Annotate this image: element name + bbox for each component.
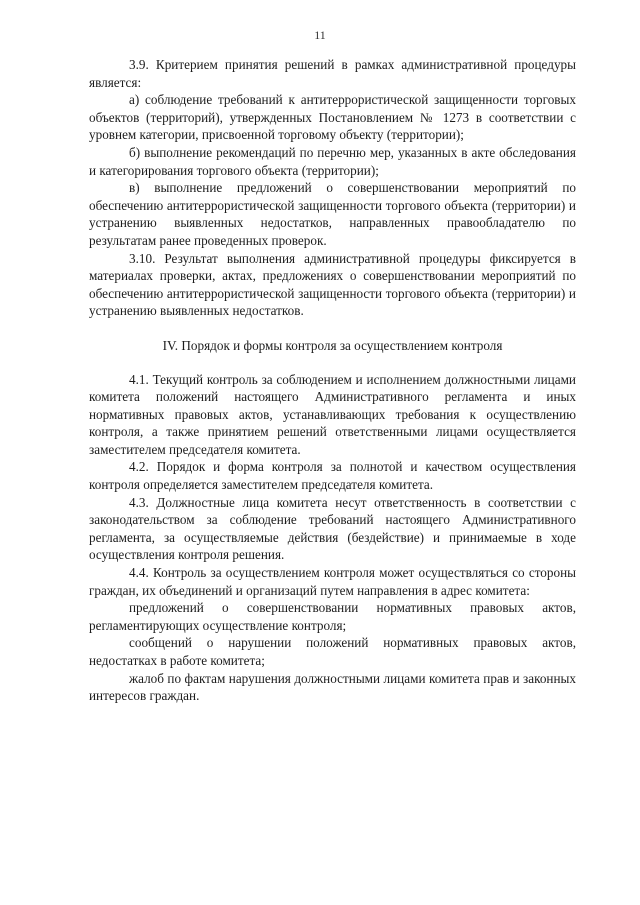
document-body: [89, 56, 576, 705]
paragraph-3-9-v: в) выполнение предложений о совершенствовании мероприятий по обеспечению антитеррористической защищенности торгового объекта (территории) и устранению выявленных недостатков, направленных правообладателю по результатам ранее проведенных проверок.: [89, 180, 576, 248]
paragraph-3-9: 3.9. Критерием принятия решений в рамках административной процедуры является:: [89, 57, 576, 90]
page-number: 11: [314, 28, 326, 42]
paragraph-4-4: 4.4. Контроль за осуществлением контроля может осуществляться со стороны граждан, их объединений и организаций путем направления в адрес комитета:: [89, 565, 576, 598]
paragraph-3-9-b: б) выполнение рекомендаций по перечню мер, указанных в акте обследования и категорирования торгового объекта (территории);: [89, 144, 576, 178]
paragraph-4-4-item-3: жалоб по фактам нарушения должностными лицами комитета прав и законных интересов граждан.: [89, 670, 576, 704]
paragraph-3-9-a: а) соблюдение требований к антитеррористической защищенности торговых объектов (территорий), утвержденных Постановлением № 1273 в соответствии с уровнем категории, присвоенной торговому объекту (территории);: [89, 92, 576, 143]
paragraph-4-2: 4.2. Порядок и форма контроля за полнотой и качеством осуществления контроля определяется заместителем председателя комитета.: [89, 459, 576, 493]
section-heading-iv: IV. Порядок и формы контроля за осуществлением контроля: [162, 337, 503, 353]
paragraph-4-4-item-2: сообщений о нарушении положений нормативных правовых актов, недостатках в работе комитета;: [89, 635, 576, 668]
paragraph-4-1: 4.1. Текущий контроль за соблюдением и исполнением должностными лицами комитета положений настоящего Административного регламента и иных нормативных правовых актов, устанавливающих требования к осуществлению контроля, а также принятием решений ответственными лицами осуществляется заместителем председателя комитета.: [89, 371, 576, 457]
paragraph-4-4-item-1: предложений о совершенствовании нормативных правовых актов, регламентирующих осуществление контроля;: [89, 600, 576, 633]
paragraph-4-3: 4.3. Должностные лица комитета несут ответственность в соответствии с законодательством за соблюдение требований настоящего Административного регламента, за осуществляемые действия (бездействие) и принимаемые в ходе осуществления контроля решения.: [89, 494, 576, 563]
paragraph-3-10: 3.10. Результат выполнения административной процедуры фиксируется в материалах проверки, актах, предложениях о совершенствовании мероприятий по обеспечению антитеррористической защищенности торгового объекта (территории) и устранению выявленных недостатков.: [89, 250, 576, 319]
